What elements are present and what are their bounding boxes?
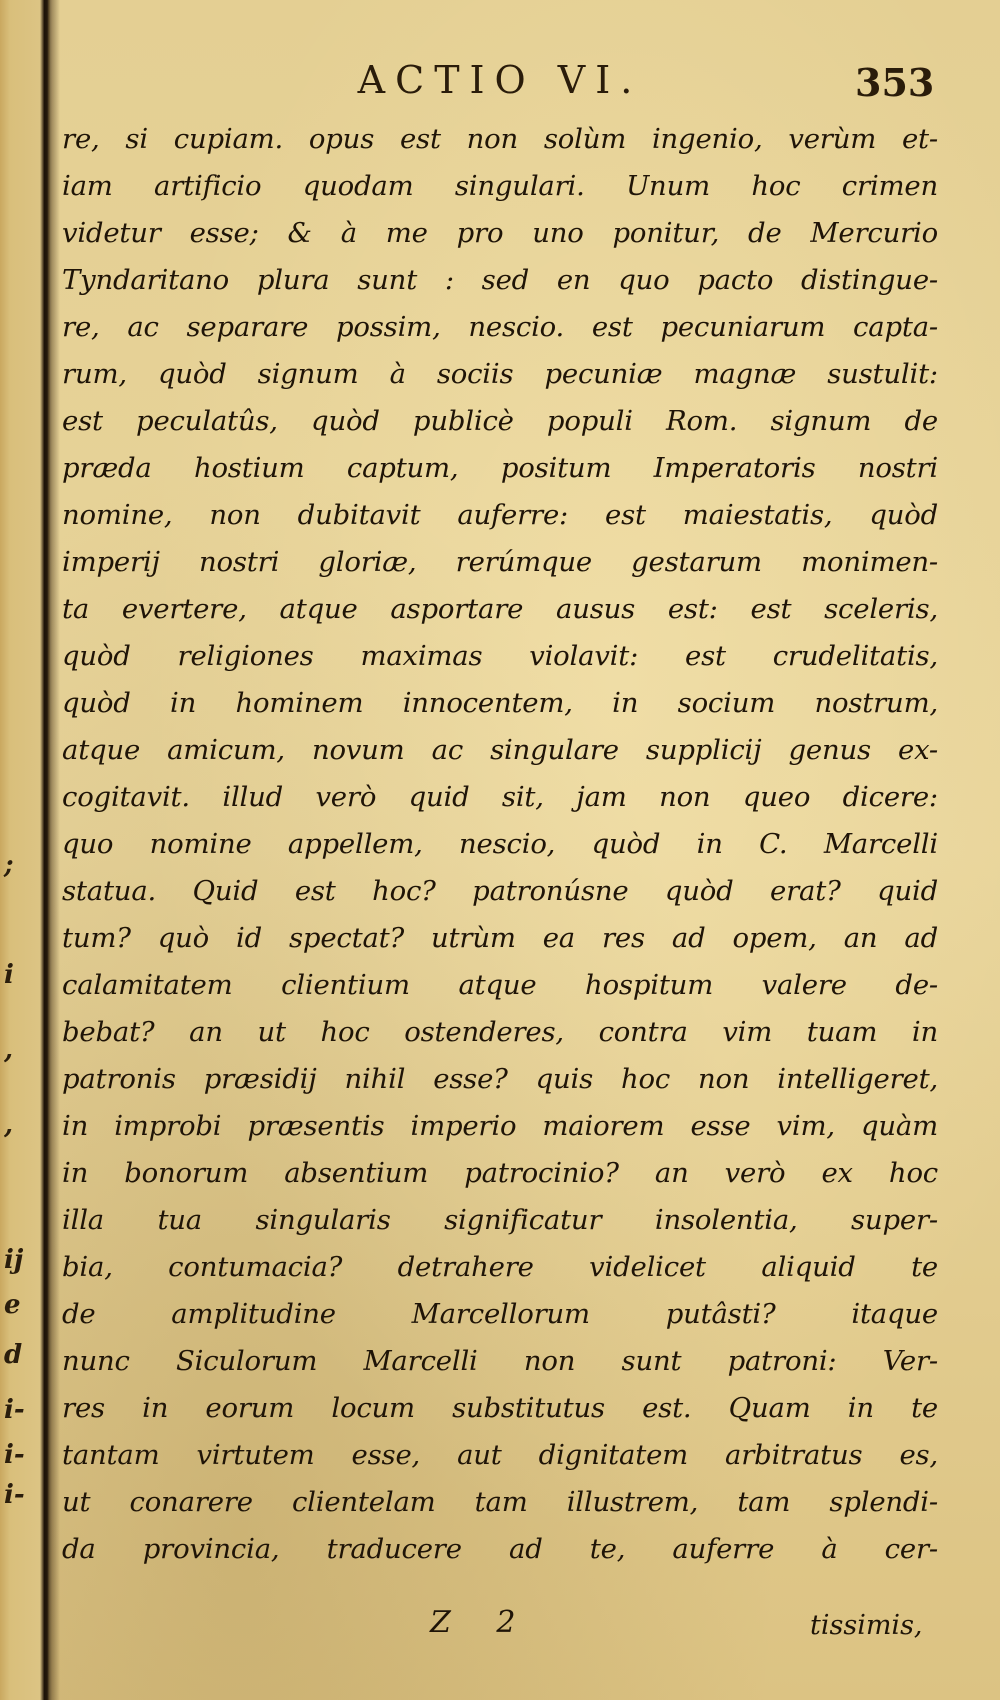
text-line: rum, quòd signum à sociis pecuniæ magnæ sustulit: bbox=[62, 358, 938, 390]
text-line: atque amicum, novum ac singulare supplicij genus ex- bbox=[62, 734, 938, 766]
text-line: res in eorum locum substitutus est. Quam in te bbox=[62, 1392, 938, 1424]
text-line: da provincia, traducere ad te, auferre à cer- bbox=[62, 1533, 938, 1565]
gutter-shadow bbox=[44, 0, 60, 1700]
catchword: tissimis, bbox=[810, 1610, 923, 1641]
text-line: re, ac separare possim, nescio. est pecuniarum capta- bbox=[62, 311, 938, 343]
left-page-fragment: i bbox=[4, 960, 14, 990]
text-line: cogitavit. illud verò quid sit, jam non queo dicere: bbox=[62, 781, 938, 813]
left-page-edge bbox=[0, 0, 44, 1700]
left-page-fragment: ij bbox=[4, 1245, 24, 1275]
left-page-fragment: e bbox=[4, 1290, 21, 1320]
text-line: in bonorum absentium patrocinio? an verò ex hoc bbox=[62, 1157, 938, 1189]
text-line: ut conarere clientelam tam illustrem, tam splendi- bbox=[62, 1486, 938, 1518]
text-line: videtur esse; & à me pro uno ponitur, de Mercurio bbox=[62, 217, 938, 249]
left-page-fragment: i- bbox=[4, 1440, 25, 1470]
text-line: patronis præsidij nihil esse? quis hoc non intelligeret, bbox=[62, 1063, 938, 1095]
text-line: præda hostium captum, positum Imperatoris nostri bbox=[62, 452, 938, 484]
text-line: in improbi præsentis imperio maiorem esse vim, quàm bbox=[62, 1110, 938, 1142]
running-head bbox=[50, 58, 950, 102]
left-page-fragment: i- bbox=[4, 1480, 25, 1510]
signature-mark: Z 2 bbox=[430, 1605, 534, 1640]
text-line: Tyndaritano plura sunt : sed en quo pacto distingue- bbox=[62, 264, 938, 296]
text-line: quo nomine appellem, nescio, quòd in C. Marcelli bbox=[62, 828, 938, 860]
text-line: quòd in hominem innocentem, in socium nostrum, bbox=[62, 687, 938, 719]
left-page-fragment: ; bbox=[4, 850, 14, 880]
text-line: statua. Quid est hoc? patronúsne quòd erat? quid bbox=[62, 875, 938, 907]
text-line: imperij nostri gloriæ, rerúmque gestarum monimen- bbox=[62, 546, 938, 578]
left-page-fragment: i- bbox=[4, 1395, 25, 1425]
text-line: iam artificio quodam singulari. Unum hoc crimen bbox=[62, 170, 938, 202]
text-line: nomine, non dubitavit auferre: est maiestatis, quòd bbox=[62, 499, 938, 531]
text-line: tantam virtutem esse, aut dignitatem arbitratus es, bbox=[62, 1439, 938, 1471]
right-page bbox=[50, 0, 1000, 1700]
left-page-fragment: , bbox=[4, 1110, 14, 1140]
text-line: bia, contumacia? detrahere videlicet aliquid te bbox=[62, 1251, 938, 1283]
running-title: ACTIO VI. bbox=[357, 58, 643, 102]
left-page-fragment: d bbox=[4, 1340, 23, 1370]
text-line: re, si cupiam. opus est non solùm ingenio, verùm et- bbox=[62, 123, 938, 155]
page-number: 353 bbox=[855, 60, 935, 105]
body-text bbox=[62, 116, 938, 1573]
text-line: de amplitudine Marcellorum putâsti? itaque bbox=[62, 1298, 938, 1330]
text-line: illa tua singularis significatur insolentia, super- bbox=[62, 1204, 938, 1236]
text-line: tum? quò id spectat? utrùm ea res ad opem, an ad bbox=[62, 922, 938, 954]
text-line: bebat? an ut hoc ostenderes, contra vim tuam in bbox=[62, 1016, 938, 1048]
text-line: quòd religiones maximas violavit: est crudelitatis, bbox=[62, 640, 938, 672]
left-page-fragment: , bbox=[4, 1035, 14, 1065]
text-line: calamitatem clientium atque hospitum valere de- bbox=[62, 969, 938, 1001]
text-line: est peculatûs, quòd publicè populi Rom. signum de bbox=[62, 405, 938, 437]
text-line: ta evertere, atque asportare ausus est: est sceleris, bbox=[62, 593, 938, 625]
text-line: nunc Siculorum Marcelli non sunt patroni: Ver- bbox=[62, 1345, 938, 1377]
